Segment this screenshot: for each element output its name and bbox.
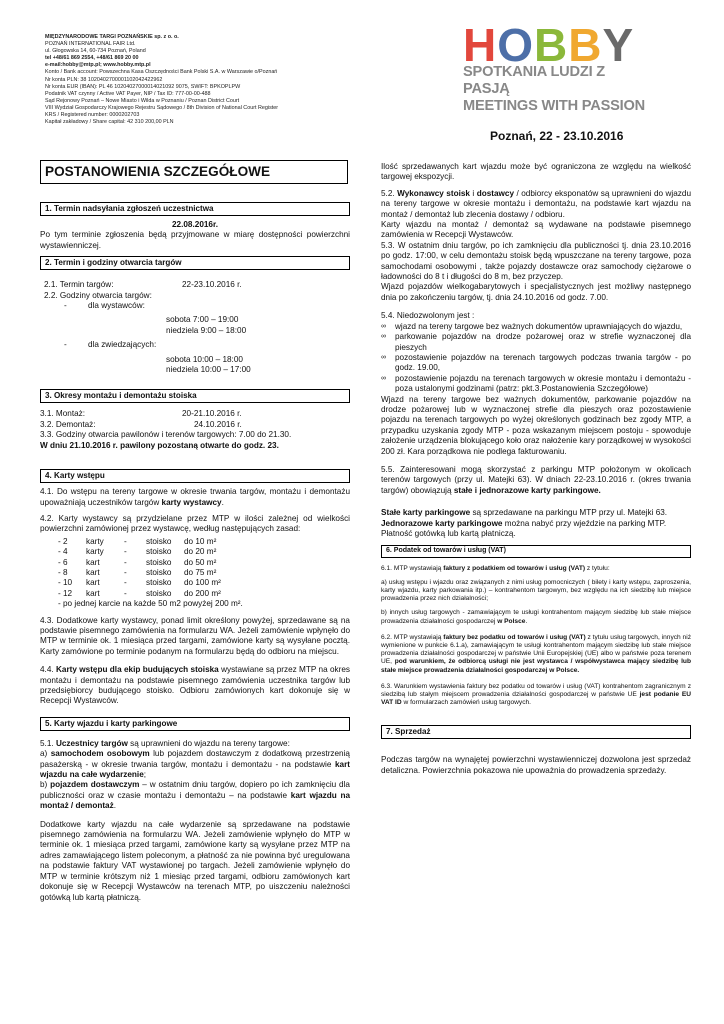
section-5-1b	[40, 780, 350, 811]
section-7-title: 7. Sprzedaż	[381, 725, 691, 739]
logo-letter: O	[497, 19, 533, 71]
share-capital: Kapitał zakładowy / Share capital: 42 310 200,00 PLN	[45, 119, 174, 126]
table-cell-size: do 50 m²	[184, 557, 217, 567]
section-1-text: Po tym terminie zgłoszenia będą przyjmowane w miarę dostępności powierzchni wystawienniczej.	[40, 230, 350, 250]
list-item	[381, 374, 691, 395]
exhibitors-saturday: sobota 7:00 – 19:00	[166, 315, 239, 325]
text-run: z tytułu:	[585, 564, 610, 572]
text-run: 5.2.	[381, 188, 398, 198]
table-cell-unit: kart	[86, 588, 100, 598]
text-run: .	[113, 801, 116, 811]
text-run-bold: Uczestnicy targów	[55, 738, 128, 748]
table-cell-size: do 200 m²	[184, 588, 221, 598]
text-run: wystawiane są przez MTP na okres montażu i demontażu na podstawie pisemnego zamówienia uczestnika targów lub przedsiębiorcy budującego stoisko. Odbioru zamówionych kart dokonuje się w Recepcji Wystawców.	[40, 665, 350, 706]
section-5-1a	[40, 749, 350, 780]
list-dash: -	[64, 340, 67, 350]
text-run: 6.2. MTP wystawiają	[381, 633, 444, 641]
prohibited-list	[381, 322, 691, 395]
table-cell-dash: -	[124, 588, 127, 598]
table-cell-unit: kart	[86, 557, 100, 567]
opening-hours-label: 2.2. Godziny otwarcia targów:	[44, 290, 152, 300]
infinity-bullet-icon: ∞	[381, 333, 386, 341]
setup-label: 3.1. Montaż:	[40, 409, 86, 419]
section-4-3: 4.3. Dodatkowe karty wystawcy, ponad limit określony powyżej, sprzedawane są na podstawie pisemnego zamówienia na formularzu WA. Jeżeli zamówienie wpłynęło do MTP w terminie ok. 1 miesiąca przed targami, zamówione karty są wysyłane pocztą. Karty zamówione po terminie podanym na formularzu będą do odbioru na miejscu.	[40, 615, 350, 656]
court-info: Sąd Rejonowy Poznań – Nowe Miasto i Wilda w Poznaniu / Poznan District Court	[45, 97, 240, 104]
table-cell-size: do 10 m²	[184, 536, 217, 546]
text-run-bold: Wykonawcy stoisk	[397, 188, 470, 198]
company-address: ul. Głogowska 14, 60-734 Poznań, Poland	[45, 48, 146, 55]
list-item-text: parkowanie pojazdów na drodze pożarowej oraz w strefie wyznaczonej dla pieszych	[395, 332, 691, 352]
text-run-bold: jest podanie EU VAT ID	[381, 691, 691, 707]
right-column	[381, 162, 691, 776]
section-5-title: 5. Karty wjazdu i karty parkingowe	[40, 717, 350, 731]
text-run: 6.3. Warunkiem wystawienia faktury bez podatku od towarów i usług (VAT) kontrahentom zagranicznym z siedzibą lub stałym miejscem prowadzenia działalności gospodarczej w państwie UE	[381, 682, 691, 699]
infinity-bullet-icon: ∞	[381, 322, 386, 330]
company-phone: tel +48/61 869 2554, +48/61 869 20 00	[45, 55, 139, 62]
section-5-5	[381, 465, 691, 496]
list-item-text: wjazd na tereny targowe bez ważnych dokumentów uprawniających do wjazdu,	[395, 321, 683, 331]
section-4-1	[40, 487, 350, 508]
text-run: a)	[40, 749, 51, 759]
table-cell-n: - 2	[58, 536, 68, 546]
section-5-3: 5.3. W ostatnim dniu targów, po ich zamknięciu dla publiczności tj. dnia 23.10.2016 po godz. 17:00, w celu demontażu stoisk będą wpuszczane na tereny targowe, poza samochodami osobowymi , także pojazdy dostawcze oraz samochody ciężarowe o ładowności do 8 t i długości do 8 m, bez przyczep.	[381, 240, 691, 282]
pavilion-extended: W dniu 21.10.2016 r. pawilony pozostaną otwarte do godz. 23.	[40, 440, 279, 450]
text-run-bold: kart wjazdu na montaż / demontaż	[40, 790, 351, 811]
section-5-3-large: Wjazd pojazdów wielkogabarytowych i specjalistycznych jest możliwy następnego dnia po zakończeniu targów, tj. dnia 24.10.2016 od godz. 7.00.	[381, 282, 691, 302]
section-1-title: 1. Termin nadsyłania zgłoszeń uczestnictwa	[40, 202, 350, 216]
section-4-4	[40, 665, 350, 707]
table-cell-what: stoisko	[146, 547, 172, 557]
visitors-row	[40, 340, 350, 350]
single-parking	[381, 519, 691, 529]
court-division: VIII Wydział Gospodarczy Krajowego Rejestru Sądowego / 8th Division of National Court Register	[45, 104, 279, 111]
list-dash: -	[64, 301, 67, 311]
table-cell-dash: -	[124, 536, 127, 546]
table-cell-dash: -	[124, 557, 127, 567]
list-item	[381, 353, 691, 374]
section-6-2	[381, 634, 691, 675]
table-cell-n: - 4	[58, 547, 68, 557]
table-cell-size: do 20 m²	[184, 547, 217, 557]
text-run: z tytułu usług targowych, innych niż wymienione w punkcie 6.1.a), zamawiającym te usługi kontrahentom mającym siedzibę lub stałe miejsce prowadzenia działalności gospodarczej w państwie Unii Europejskiej (UE) albo w państwie poza terenem UE,	[381, 633, 691, 666]
exhibitors-label: dla wystawców:	[88, 301, 145, 311]
table-cell-what: stoisko	[146, 567, 172, 577]
text-run-bold: pod warunkiem, że odbiorcą usługi nie jest wystawca / współwystawca mający siedzibę lub stałe miejsce prowadzenia działalności gospodarczej w Polsce.	[381, 658, 691, 674]
section-5-1-extra: Dodatkowe karty wjazdu na całe wydarzenie są sprzedawane na podstawie pisemnego zamówienia na formularzu WA. Jeżeli zamówienie wpłynęło do MTP w terminie ok. 1 miesiąca przed targami, zamówione karty są wysyłane przez MTP na adres zamawiającego listem poleconym, a płatność za nie powinna być uregulowana na podstawie faktury VAT wystawionej po targach. Jeżeli zamówienie wpłynęło do MTP w terminie krótszym niż 1 miesiąc przed targami, odbioru zamówionych kart dokonuje się w Recepcji Wystawców na terenach MTP, po uiszczeniu należności gotówką lub kartą płatniczą.	[40, 819, 350, 902]
table-row	[58, 537, 244, 547]
section-4-title: 4. Karty wstępu	[40, 469, 350, 483]
section-5-2	[381, 189, 691, 220]
exhibitors-sunday: niedziela 9:00 – 18:00	[166, 325, 247, 335]
logo-letter: B	[568, 19, 601, 71]
table-cell-dash: -	[124, 578, 127, 588]
table-cell-unit: karty	[86, 536, 104, 546]
dismantle-value: 24.10.2016 r.	[194, 419, 242, 429]
section-4-2: 4.2. Karty wystawcy są przydzielane przez MTP w ilości zależnej od wielkości powierzchni zamówionej przez wystawcę, według następujących zasad:	[40, 513, 350, 534]
text-run: b)	[40, 780, 51, 790]
table-cell-what: stoisko	[146, 578, 172, 588]
exhibitors-row	[40, 301, 350, 311]
text-run-bold: pojazdem dostawczym	[50, 780, 140, 790]
visitors-saturday: sobota 10:00 – 18:00	[166, 354, 243, 364]
section-6-1a: a) usług wstępu i wjazdu oraz związanych z nimi usług pomocniczych ( bilety i karty wstępu, zaproszenia, karty wjazdu, karty parkowania itp.) – kontrahentom targowym, bez względu na ich siedzibę lub miejsce prowadzenia przez nich działalności;	[381, 578, 691, 603]
logo-word	[463, 19, 653, 71]
text-run-bold: faktury z podatkiem od towarów i usług (VAT)	[443, 564, 586, 572]
text-run-bold: samochodem osobowym	[50, 749, 150, 759]
table-cell-unit: karty	[86, 547, 104, 557]
vat-info: Podatnik VAT czynny / Active VAT Payer, NIP / Tax ID: 777-00-00-488	[45, 90, 211, 97]
table-row	[58, 568, 244, 578]
company-email: e-mail:hobby@mtp.pl; www.hobby.mtp.pl	[45, 62, 151, 69]
permanent-parking	[381, 508, 691, 518]
text-run-bold: Karty wstępu dla ekip budujących stoiska	[56, 665, 219, 675]
section-5-4: 5.4. Niedozwolonym jest :	[381, 311, 475, 321]
page-title: POSTANOWIENIA SZCZEGÓŁOWE	[40, 160, 348, 184]
text-run-bold: faktury bez podatku od towarów i usług (VAT)	[443, 633, 586, 641]
section-6-1b	[381, 609, 691, 625]
logo-tagline-en: MEETINGS WITH PASSION	[463, 98, 646, 114]
deadline-date: 22.08.2016r.	[172, 220, 218, 229]
table-cell-n: - 6	[58, 557, 68, 567]
table-cell-n: - 12	[58, 588, 73, 598]
setup-value: 20-21.10.2016 r.	[182, 409, 242, 419]
text-run: lub pojazdem dostawczym z dodatkową przestrzenią pasażerską - w okresie trwania targów, montażu i demontażu - na podstawie	[40, 749, 350, 769]
table-cell-what: stoisko	[146, 588, 172, 598]
cards-table	[58, 537, 244, 599]
text-run: b) innych usług targowych - zamawiającym te usługi kontrahentom mającym siedzibę lub stałe miejsce prowadzenia działalności gospodarczej	[381, 609, 691, 625]
section-2-title: 2. Termin i godziny otwarcia targów	[40, 256, 350, 270]
text-run-bold: kart wjazdu na całe wydarzenie	[40, 759, 350, 780]
section-7-text: Podczas targów na wynajętej powierzchni wystawienniczej dozwolona jest sprzedaż detaliczna. Powierzchnia pokazowa nie upoważnia do prowadzenia sprzedaży.	[381, 755, 691, 775]
fair-dates-row	[40, 280, 350, 290]
text-run: są sprzedawane na parkingu MTP przy ul. Matejki 63.	[470, 508, 668, 518]
section-5-2-cards: Karty wjazdu na montaż / demontaż są wydawane na podstawie pisemnego zamówienia w Recepcji Wystawców.	[381, 220, 691, 240]
text-run: 5.1.	[40, 738, 56, 748]
text-run: 6.1. MTP wystawiają	[381, 564, 444, 572]
infinity-bullet-icon: ∞	[381, 374, 386, 382]
account-pln: Nr konta PLN: 38 1020402700001102042422962	[45, 76, 163, 83]
table-cell-n: - 10	[58, 578, 73, 588]
table-row	[58, 547, 244, 557]
event-date: Poznań, 22 - 23.10.2016	[490, 129, 624, 143]
text-run: ;	[143, 770, 147, 780]
text-run: 4.4.	[40, 665, 56, 675]
fair-dates-label: 2.1. Termin targów:	[44, 280, 114, 290]
section-5-4-penalty: Wjazd na tereny targowe bez ważnych dokumentów, parkowanie pojazdów na drodze pożarowej lub w wyznaczonej strefie dla pieszych oraz pozostawienie pojazdu na terenach targowych po wyżej określonych godzinach bez zgody MTP, a przypadku uzyskania zgody MTP - poza wskazanym miejscem postoju - spowoduje założenie urządzenia blokującego koło oraz nałożenie kary porządkowej w wysokości 200 zł. Kara porządkowa nie podlega fakturowaniu.	[381, 394, 691, 456]
company-name-en: POZNAŃ INTERNATIONAL FAIR Ltd.	[45, 41, 136, 48]
text-run-bold: w Polsce	[497, 617, 526, 625]
table-cell-unit: kart	[86, 567, 100, 577]
logo-letter: Y	[602, 19, 633, 71]
text-run: / odbiorcy eksponatów są uprawnieni do wjazdu na tereny targowe w okresie montażu i demontażu, na podstawie kart wjazdu na montaż / demontaż lub zlecenia dostawy / odbioru.	[381, 188, 692, 219]
text-run: i	[469, 188, 477, 198]
list-item	[381, 332, 691, 353]
text-run-bold: Stałe karty parkingowe	[381, 508, 471, 518]
company-info	[45, 34, 375, 126]
dismantle-row	[40, 420, 350, 430]
table-cell-size: do 100 m²	[184, 578, 221, 588]
infinity-bullet-icon: ∞	[381, 353, 386, 361]
text-run: są uprawnieni do wjazdu na tereny targowe:	[127, 738, 290, 748]
table-cell-n: - 8	[58, 567, 68, 577]
visitors-sunday: niedziela 10:00 – 17:00	[166, 365, 251, 375]
list-item-text: pozostawienie pojazdu na terenach targowych w okresie montażu i demontażu - poza ustalonymi godzinami (patrz: pkt.3.Postanowienia Szczegółowe)	[395, 373, 691, 394]
list-item-text: pozostawienie pojazdów na terenach targowych podczas trwania targów - po godz. 19.00,	[395, 352, 691, 373]
pavilion-hours: 3.3. Godziny otwarcia pawilonów i terenów targowych: 7.00 do 21.30.	[40, 430, 292, 440]
table-cell-dash: -	[124, 547, 127, 557]
section-5-limit: Ilość sprzedawanych kart wjazdu może być ograniczona ze względu na wielkość targowej ekspozycji.	[381, 162, 691, 182]
text-run: .	[525, 617, 528, 625]
text-run-bold: Jednorazowe karty parkingowe	[381, 518, 503, 528]
logo-tagline-pl: SPOTKANIA LUDZI Z PASJĄ	[463, 64, 605, 97]
visitors-label: dla zwiedzających:	[88, 340, 157, 350]
hobby-logo	[463, 19, 653, 126]
text-run-bold: karty wystawcy	[161, 497, 222, 507]
text-run: 5.5. Zainteresowani mogą skorzystać z parkingu MTP położonym w okolicach terenów targowych (przy ul. Matejki 63). W dniach 22-23.10.2016 r. (okres trwania targów) obowiązują	[381, 464, 691, 495]
fair-dates-value: 22-23.10.2016 r.	[182, 280, 242, 290]
left-column	[40, 160, 350, 903]
text-run-bold: dostawcy	[476, 188, 515, 198]
table-row	[58, 589, 244, 599]
section-5-1	[40, 739, 350, 749]
text-run-bold: stałe i jednorazowe karty parkingowe.	[453, 485, 601, 495]
dismantle-label: 3.2. Demontaż:	[40, 419, 96, 429]
table-cell-what: stoisko	[146, 536, 172, 546]
text-run: 4.1. Do wstępu na tereny targowe w okresie trwania targów, montażu i demontażu upoważniają uczestników targów	[40, 487, 350, 507]
section-6-title: 6. Podatek od towarów i usług (VAT)	[381, 545, 691, 557]
section-6-1	[381, 565, 691, 573]
table-row	[58, 558, 244, 568]
company-name-pl: MIĘDZYNARODOWE TARGI POZNAŃSKIE sp. z o. o.	[45, 34, 179, 40]
text-run: – w ostatnim dniu targów, dopiero po ich zamknięciu dla publiczności oraz w czasie montażu i demontażu – na podstawie	[40, 780, 350, 800]
cards-extra: - po jednej karcie na każde 50 m2 powyżej 200 m².	[58, 599, 243, 609]
table-cell-size: do 75 m²	[184, 567, 217, 577]
table-cell-what: stoisko	[146, 557, 172, 567]
text-run: można nabyć przy wjeździe na parking MTP.	[502, 518, 667, 528]
account-eur: Nr konta EUR (IBAN): PL 46 10204027000014021092 9075, SWIFT: BPKOPLPW	[45, 83, 241, 90]
parking-payment: Płatność gotówką lub kartą płatniczą.	[381, 529, 516, 538]
list-item	[381, 322, 691, 332]
section-6-3	[381, 683, 691, 708]
bank-account: Konto / Bank account: Powszechna Kasa Oszczędności Bank Polski S.A. w Warszawie o/Poznań	[45, 69, 278, 76]
text-run: .	[221, 497, 224, 507]
section-3-title: 3. Okresy montażu i demontażu stoiska	[40, 389, 350, 403]
table-cell-dash: -	[124, 567, 127, 577]
logo-letter: B	[534, 19, 567, 71]
table-row	[58, 578, 244, 588]
logo-letter: H	[463, 19, 496, 71]
table-cell-unit: kart	[86, 578, 100, 588]
krs-number: KRS / Registered number: 0000202703	[45, 112, 140, 119]
setup-row	[40, 409, 350, 419]
text-run: w formularzach zamówień usług targowych.	[401, 699, 532, 707]
